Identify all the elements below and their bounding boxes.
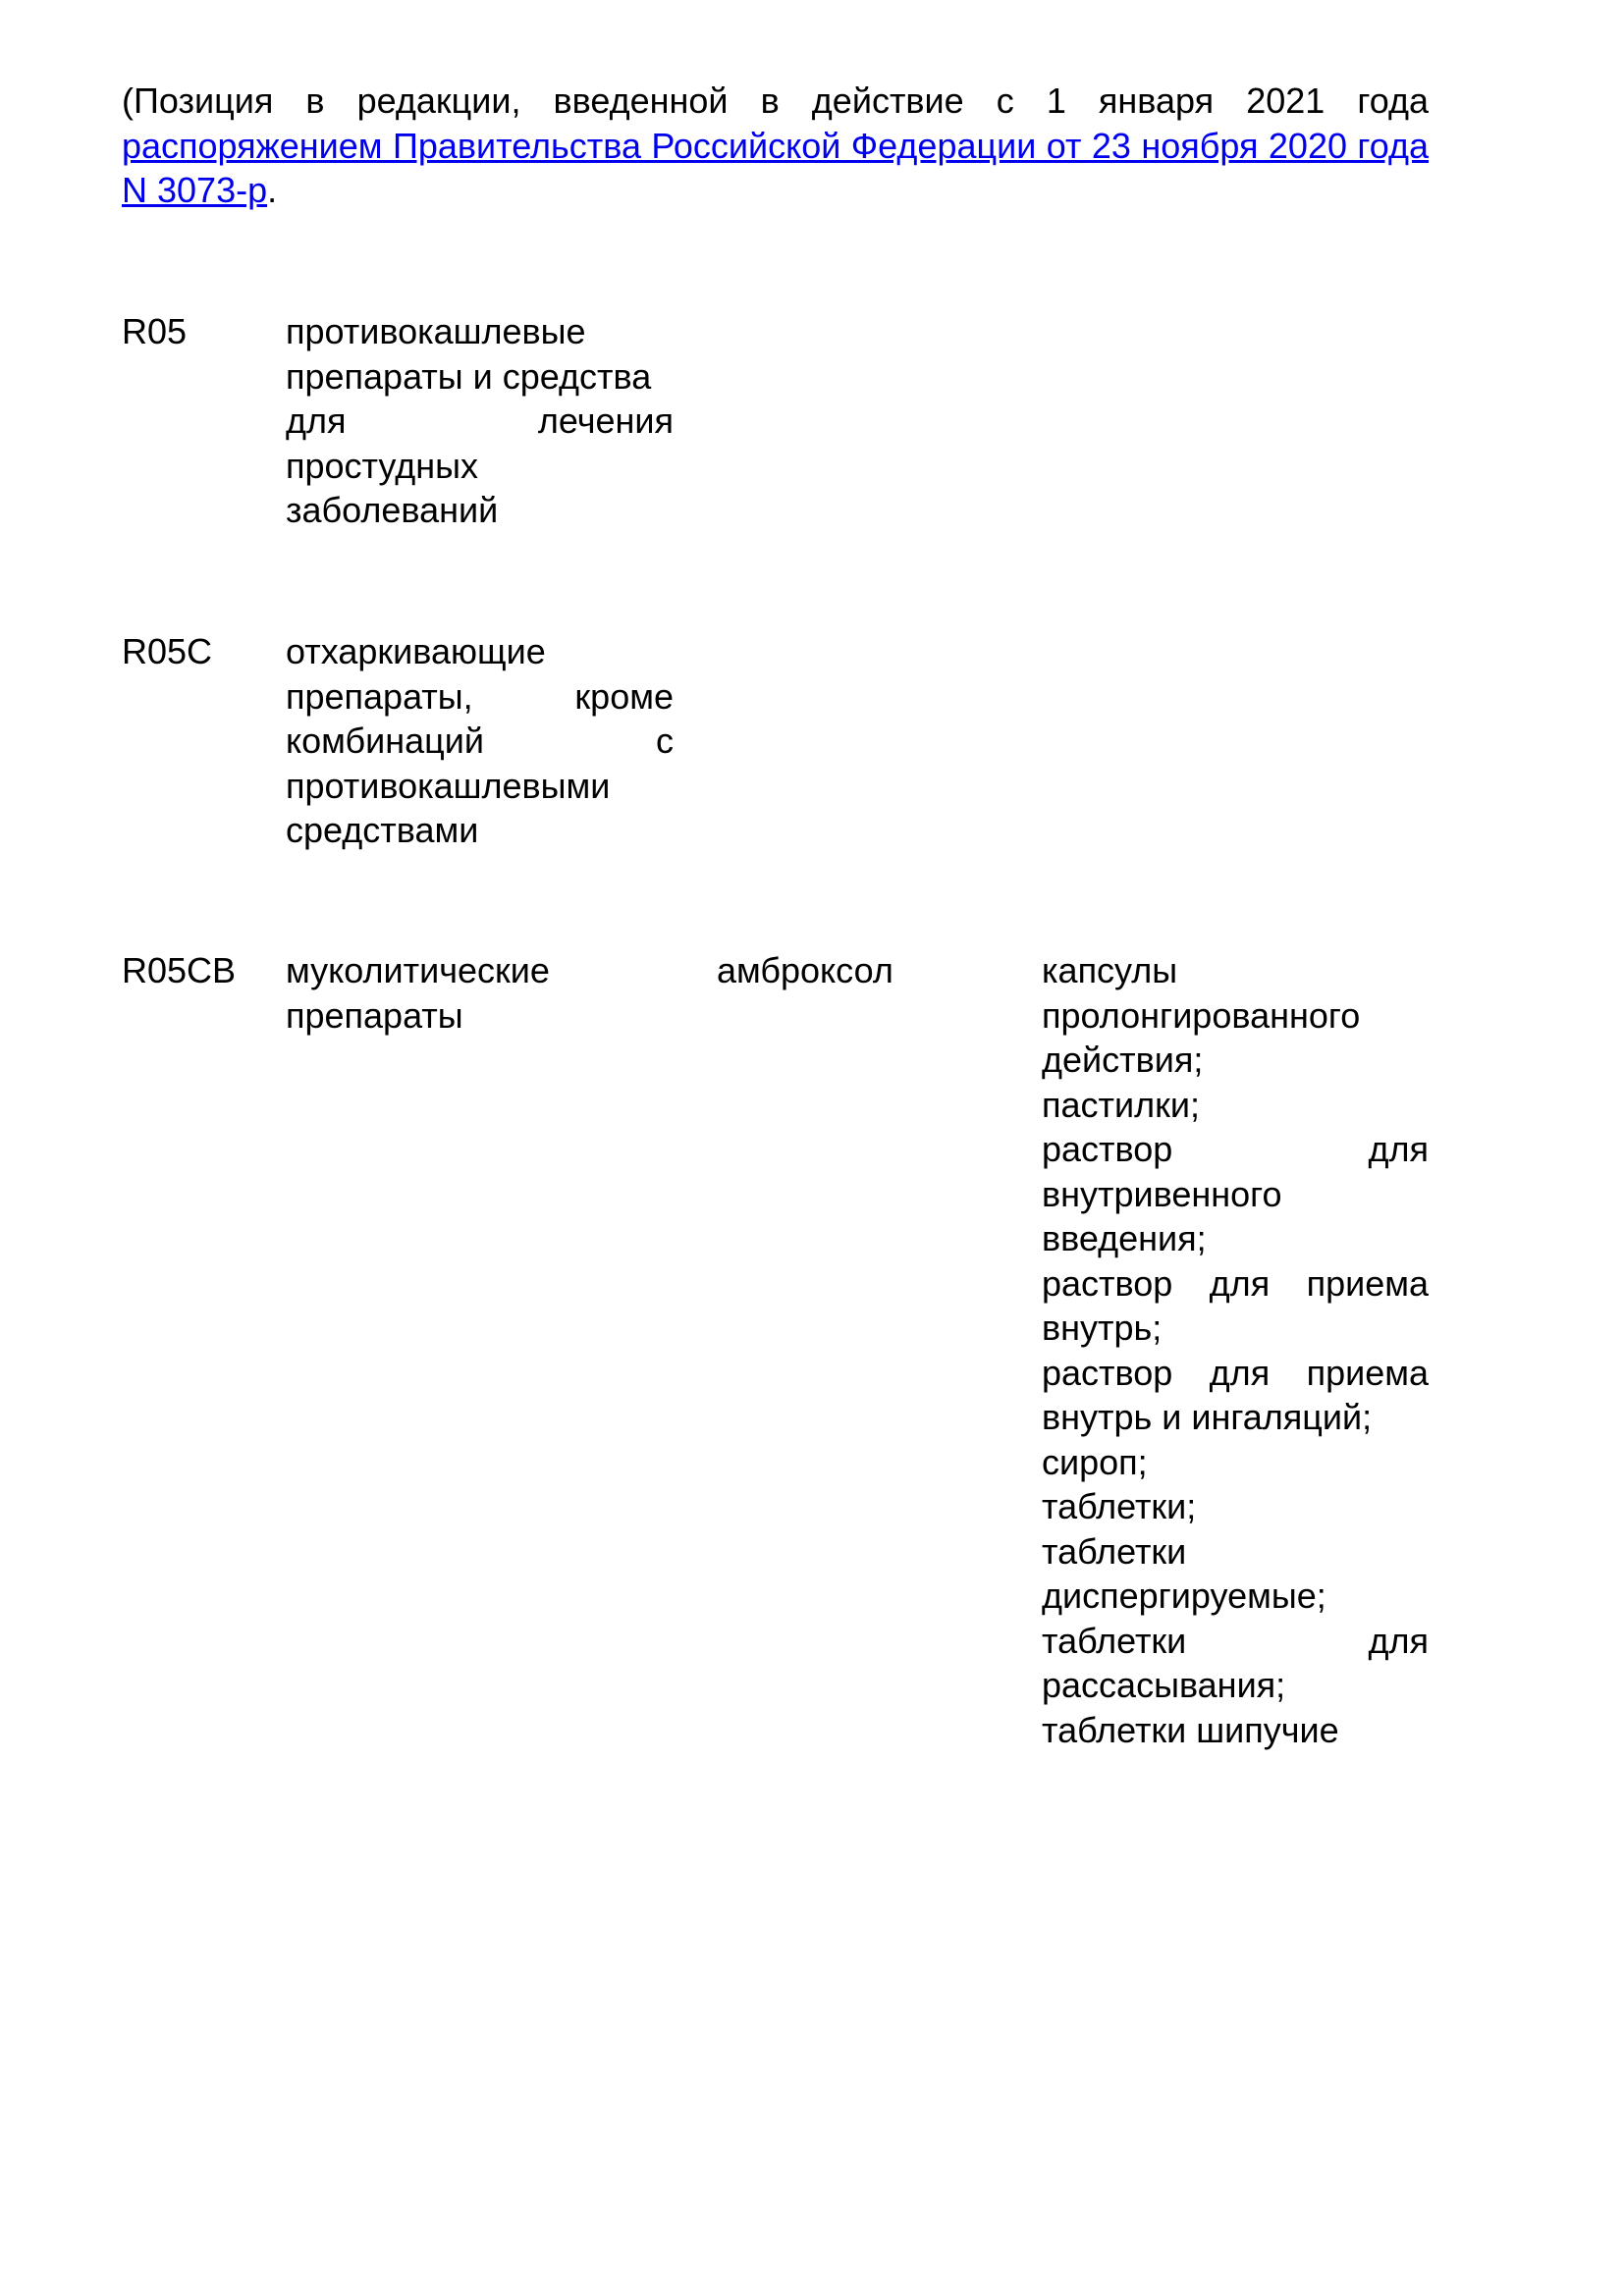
dosage-form-item: раствор для приема внутрь; — [1042, 1262, 1429, 1348]
atc-code: R05CB — [122, 950, 237, 990]
group-line: заболеваний — [286, 490, 499, 530]
group-line: препараты — [286, 994, 463, 1036]
group-line: средствами — [286, 810, 479, 850]
group-line: препараты, кроме — [286, 675, 674, 717]
dosage-form-item: раствор для приема внутрь и ингаляций; — [1042, 1352, 1429, 1437]
active-substance: амброксол — [717, 950, 893, 990]
dosage-form-item: таблетки шипучие — [1042, 1709, 1339, 1750]
dosage-form-item: таблетки для рассасывания; — [1042, 1620, 1429, 1705]
note-text: (Позиция в редакции, введенной в действие с 1 января 2021 года — [122, 80, 1429, 121]
dosage-form-item: сироп; — [1042, 1441, 1148, 1482]
group-line: противокашлевыми — [286, 765, 611, 806]
decree-link[interactable]: распоряжением Правительства Российской Федерации от 23 ноября 2020 года N 3073-р — [122, 125, 1429, 210]
group-line: простудных — [286, 445, 478, 486]
dosage-forms — [1042, 948, 1429, 1752]
atc-code: R05 — [122, 311, 188, 351]
dosage-form-item: таблетки диспергируемые; — [1042, 1530, 1326, 1616]
dosage-form-item: пастилки; — [1042, 1084, 1200, 1125]
dosage-form-item: таблетки; — [1042, 1486, 1197, 1526]
group-line: для лечения — [286, 400, 674, 441]
group-line: препараты и средства — [286, 355, 652, 397]
group-line: противокашлевые — [286, 311, 586, 351]
editorial-note — [122, 79, 1429, 213]
group-line: отхаркивающие — [286, 631, 546, 671]
group-line: комбинаций с — [286, 721, 674, 761]
dosage-form-item: раствор для внутривенного введения; — [1042, 1129, 1429, 1258]
atc-group-name — [286, 948, 674, 1038]
dosage-form-item: капсулы пролонгированного действия; — [1042, 950, 1361, 1080]
group-line: муколитические — [286, 950, 550, 990]
note-suffix: . — [267, 170, 278, 210]
atc-group-name — [286, 309, 674, 533]
atc-group-name — [286, 629, 674, 853]
atc-code: R05C — [122, 631, 213, 671]
